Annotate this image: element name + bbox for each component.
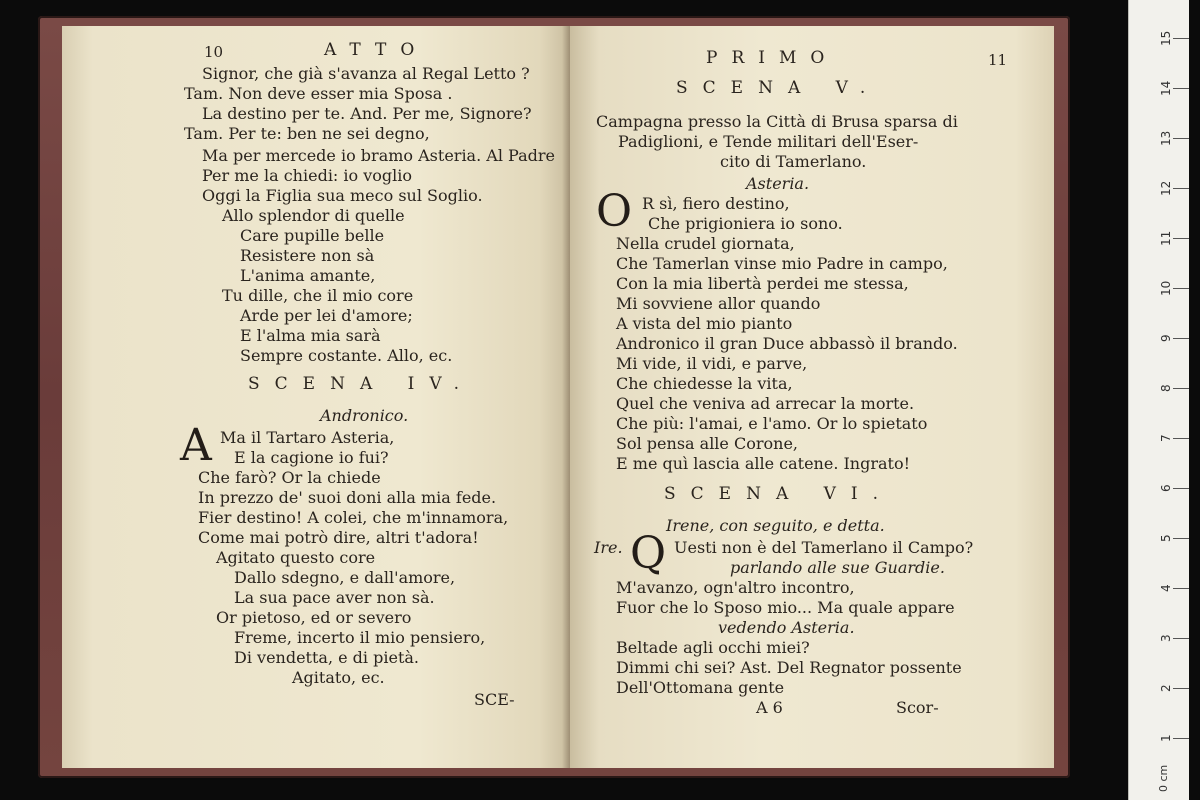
ruler-unit-label: 0 cm	[1157, 764, 1170, 792]
ruler-number: 7	[1159, 434, 1173, 442]
verse-line: Che Tamerlan vinse mio Padre in campo,	[616, 254, 948, 273]
verse-line: Tam. Non deve esser mia Sposa .	[184, 84, 453, 103]
ruler-tick	[1173, 438, 1189, 439]
scene-heading: SCENA V.	[676, 78, 881, 98]
ruler-number: 6	[1159, 484, 1173, 492]
verse-line: Signor, che già s'avanza al Regal Letto ?	[202, 64, 530, 83]
ruler-tick	[1173, 238, 1189, 239]
verse-line: Fier destino! A colei, che m'innamora,	[198, 508, 509, 527]
verse-line: Or pietoso, ed or severo	[216, 608, 412, 627]
verse-line: Arde per lei d'amore;	[240, 306, 413, 325]
verse-line: Quel che veniva ad arrecar la morte.	[616, 394, 915, 413]
verse-line: Che chiedesse la vita,	[616, 374, 793, 393]
verse-line: A vista del mio pianto	[616, 314, 793, 333]
ruler-number: 14	[1159, 80, 1173, 96]
verse-line: Ma il Tartaro Asteria,	[220, 428, 395, 447]
ruler-number: 3	[1159, 634, 1173, 642]
left-page	[62, 26, 570, 768]
verse-line: Con la mia libertà perdei me stessa,	[616, 274, 909, 293]
verse-line: Tu dille, che il mio core	[222, 286, 414, 305]
verse-line: Andronico il gran Duce abbassò il brando.	[616, 334, 958, 353]
verse-line: Oggi la Figlia sua meco sul Soglio.	[202, 186, 483, 205]
verse-line: Sol pensa alle Corone,	[616, 434, 798, 453]
verse-line: Mi sovviene allor quando	[616, 294, 821, 313]
ruler-tick	[1173, 38, 1189, 39]
verse-line: La destino per te. And. Per me, Signore?	[202, 104, 532, 123]
ruler-tick	[1173, 588, 1189, 589]
running-head: ATTO	[324, 40, 429, 60]
verse-line: Dimmi chi sei? Ast. Del Regnator possente	[616, 658, 962, 677]
ruler-number: 12	[1159, 180, 1173, 196]
ruler-tick	[1173, 688, 1189, 689]
ruler-number: 15	[1159, 30, 1173, 46]
ruler-tick	[1173, 388, 1189, 389]
verse-line: Freme, incerto il mio pensiero,	[234, 628, 486, 647]
ruler-tick	[1173, 88, 1189, 89]
ruler-tick	[1173, 738, 1189, 739]
verse-line: Di vendetta, e di pietà.	[234, 648, 420, 667]
verse-line: R sì, fiero destino,	[642, 194, 790, 213]
verse-line: Ma per mercede io bramo Asteria. Al Padre	[202, 146, 555, 165]
ruler-tick	[1173, 338, 1189, 339]
character-name: Irene, con seguito, e detta.	[666, 516, 885, 535]
verse-line: Nella crudel giornata,	[616, 234, 795, 253]
stage-direction: vedendo Asteria.	[718, 618, 855, 637]
ruler-tick	[1173, 138, 1189, 139]
ruler-tick	[1173, 188, 1189, 189]
ruler-number: 9	[1159, 334, 1173, 342]
verse-line: Allo splendor di quelle	[222, 206, 405, 225]
scene-heading: SCENA IV.	[248, 374, 475, 394]
verse-line: Sempre costante. Allo, ec.	[240, 346, 453, 365]
catchword: SCE-	[474, 690, 515, 709]
verse-line: M'avanzo, ogn'altro incontro,	[616, 578, 855, 597]
catchword: Scor-	[896, 698, 939, 717]
drop-cap: O	[596, 186, 633, 237]
verse-line: Care pupille belle	[240, 226, 385, 245]
verse-line: E la cagione io fui?	[234, 448, 389, 467]
ruler-number: 2	[1159, 684, 1173, 692]
character-name: Andronico.	[320, 406, 409, 425]
setting-line: Campagna presso la Città di Brusa sparsa di	[596, 112, 958, 131]
verse-line: L'anima amante,	[240, 266, 376, 285]
verse-line: Fuor che lo Sposo mio... Ma quale appare	[616, 598, 955, 617]
right-page	[570, 26, 1054, 768]
verse-line: Che farò? Or la chiede	[198, 468, 381, 487]
verse-line: Uesti non è del Tamerlano il Campo?	[674, 538, 974, 557]
verse-line: Che prigioniera io sono.	[648, 214, 843, 233]
speaker-label: Ire.	[594, 538, 623, 557]
ruler-tick	[1173, 488, 1189, 489]
verse-line: Che più: l'amai, e l'amo. Or lo spietato	[616, 414, 928, 433]
running-head: PRIMO	[706, 48, 839, 68]
ruler-tick	[1173, 288, 1189, 289]
ruler-number: 8	[1159, 384, 1173, 392]
page-number: 10	[204, 43, 224, 61]
drop-cap: A	[180, 420, 212, 471]
verse-line: E l'alma mia sarà	[240, 326, 381, 345]
verse-line: Per me la chiedi: io voglio	[202, 166, 413, 185]
character-name: Asteria.	[746, 174, 810, 193]
stage-direction: parlando alle sue Guardie.	[730, 558, 945, 577]
verse-line: E me quì lascia alle catene. Ingrato!	[616, 454, 911, 473]
measuring-ruler	[1128, 0, 1189, 800]
verse-line: Tam. Per te: ben ne sei degno,	[184, 124, 430, 143]
verse-line: Resistere non sà	[240, 246, 375, 265]
verse-line: Dallo sdegno, e dall'amore,	[234, 568, 456, 587]
verse-line: In prezzo de' suoi doni alla mia fede.	[198, 488, 497, 507]
ruler-number: 10	[1159, 280, 1173, 296]
ruler-tick	[1173, 538, 1189, 539]
verse-line: Beltade agli occhi miei?	[616, 638, 810, 657]
verse-line: La sua pace aver non sà.	[234, 588, 435, 607]
drop-cap: Q	[630, 528, 667, 579]
ruler-number: 5	[1159, 534, 1173, 542]
ruler-number: 4	[1159, 584, 1173, 592]
verse-line: Dell'Ottomana gente	[616, 678, 785, 697]
page-number: 11	[988, 51, 1008, 69]
verse-line: Come mai potrò dire, altri t'adora!	[198, 528, 479, 547]
ruler-number: 11	[1159, 230, 1173, 246]
ruler-number: 13	[1159, 130, 1173, 146]
signature-mark: A 6	[756, 698, 783, 717]
setting-line: Padiglioni, e Tende militari dell'Eser-	[618, 132, 919, 151]
scene-heading: SCENA VI.	[664, 484, 894, 504]
verse-line: Mi vide, il vidi, e parve,	[616, 354, 808, 373]
ruler-number: 1	[1159, 734, 1173, 742]
ruler-tick	[1173, 638, 1189, 639]
setting-line: cito di Tamerlano.	[720, 152, 867, 171]
verse-line: Agitato, ec.	[292, 668, 385, 687]
verse-line: Agitato questo core	[216, 548, 376, 567]
